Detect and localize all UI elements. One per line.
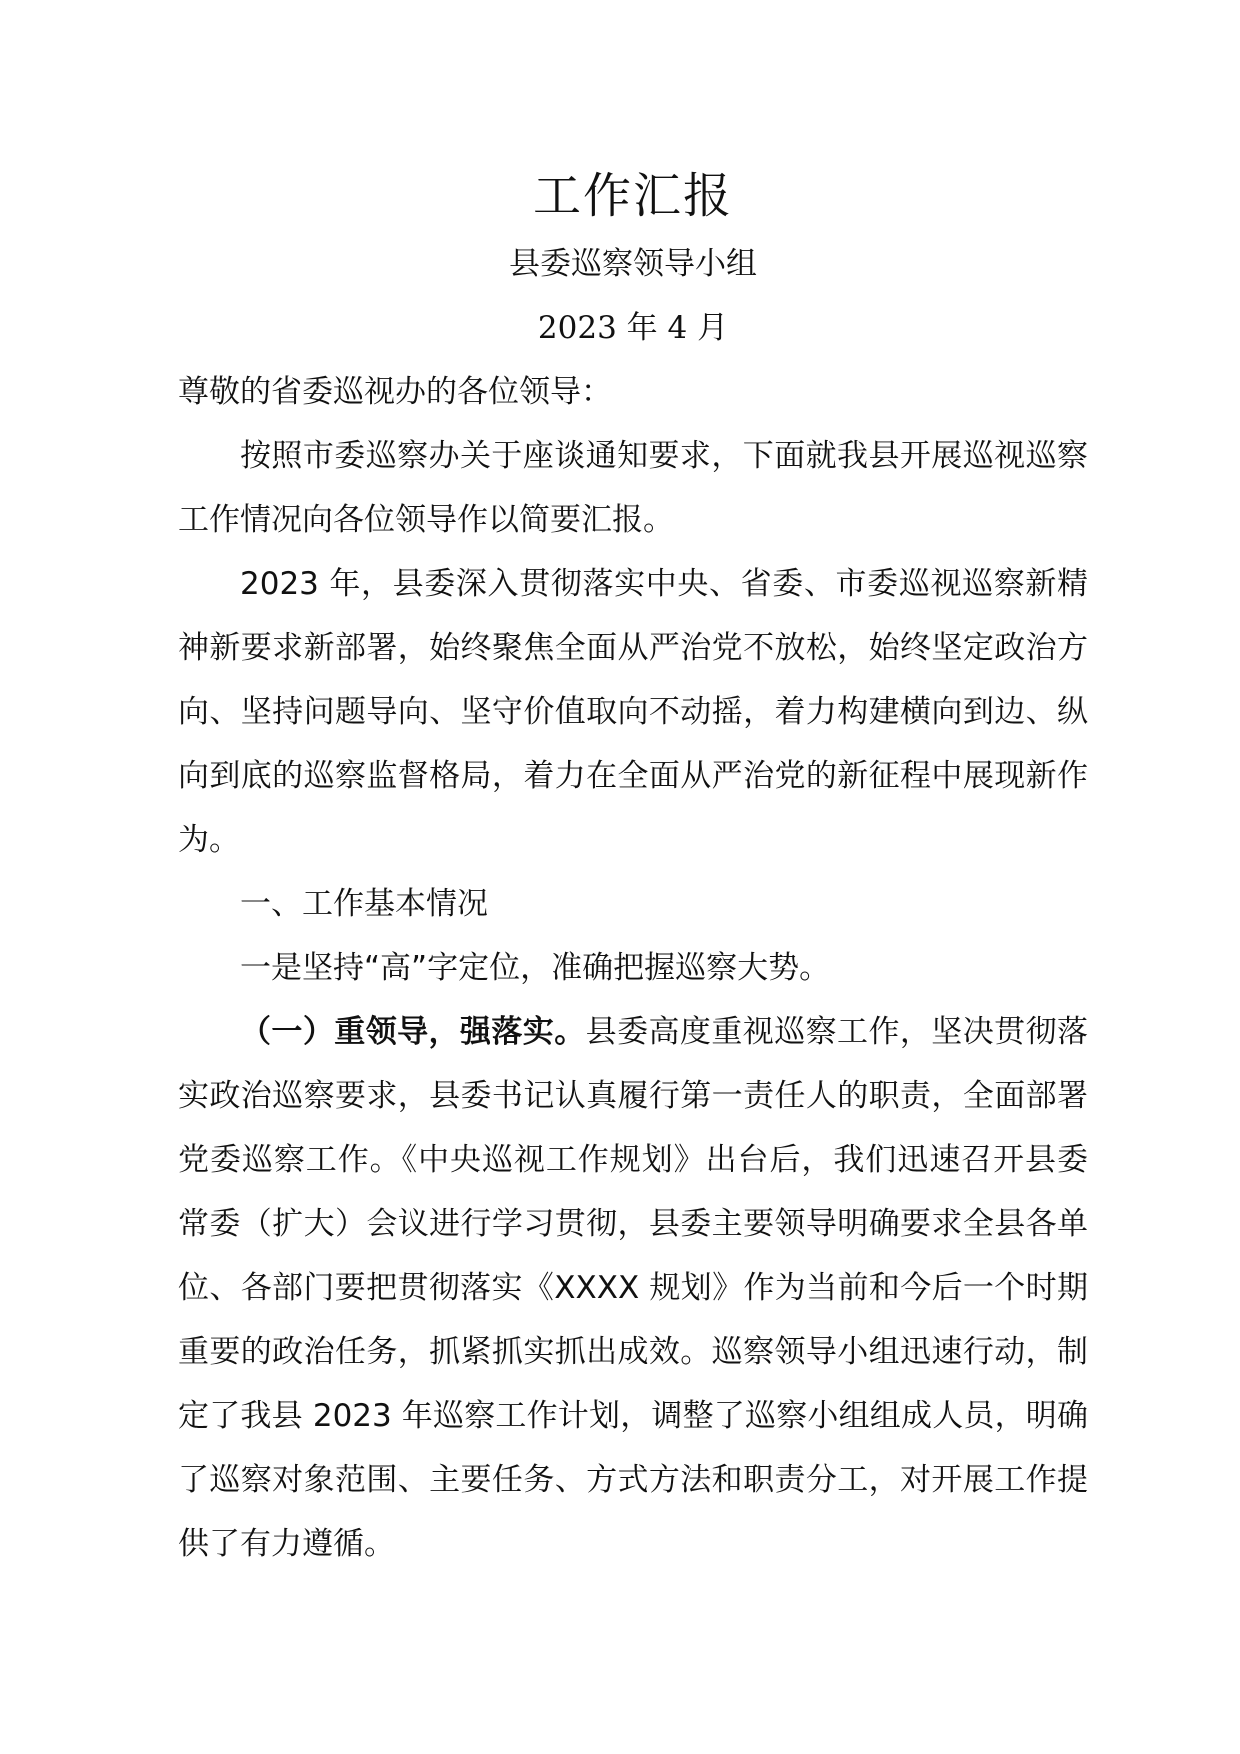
document-title: 工作汇报 — [532, 168, 733, 224]
item-one-body: 县委高度重视巡察工作，坚决贯彻落实政治巡察要求，县委书记认真履行第一责任人的职责，全面部署党委巡察工作。《中央巡视工作规划》出台后，我们迅速召开县委常委（扩大）会议进行学习贯彻，县委主要领导明确要求全县各单位、各部门要把贯彻落实《XXXX 规划》作为当前和今后一个时期重要的政治任务，抓紧抓实抓出成效。巡察领导小组迅速行动，制定了我县 2023 年巡察工作计划，调整了巡察小组组成人员，明确了巡察对象范围、主要任务、方式方法和职责分工，对开展工作提供了有力遵循。 — [178, 1014, 1089, 1562]
section-heading-one: 一、工作基本情况 — [240, 886, 488, 922]
document-date: 2023 年 4 月 — [537, 310, 729, 346]
salutation: 尊敬的省委巡视办的各位领导： — [178, 374, 612, 410]
item-one-paragraph — [178, 1000, 1088, 1576]
intro-paragraph: 按照市委巡察办关于座谈通知要求，下面就我县开展巡视巡察工作情况向各位领导作以简要汇报。 — [178, 438, 1088, 538]
item-one-lead: （一）重领导，强落实。 — [240, 1014, 586, 1050]
point-one-heading: 一是坚持“高”字定位，准确把握巡察大势。 — [240, 950, 831, 986]
document-issuer: 县委巡察领导小组 — [509, 246, 757, 282]
summary-paragraph: 2023 年，县委深入贯彻落实中央、省委、市委巡视巡察新精神新要求新部署，始终聚焦全面从严治党不放松，始终坚定政治方向、坚持问题导向、坚守价值取向不动摇，着力构建横向到边、纵向到底的巡察监督格局，着力在全面从严治党的新征程中展现新作为。 — [178, 566, 1088, 858]
document-body — [178, 160, 1088, 1576]
